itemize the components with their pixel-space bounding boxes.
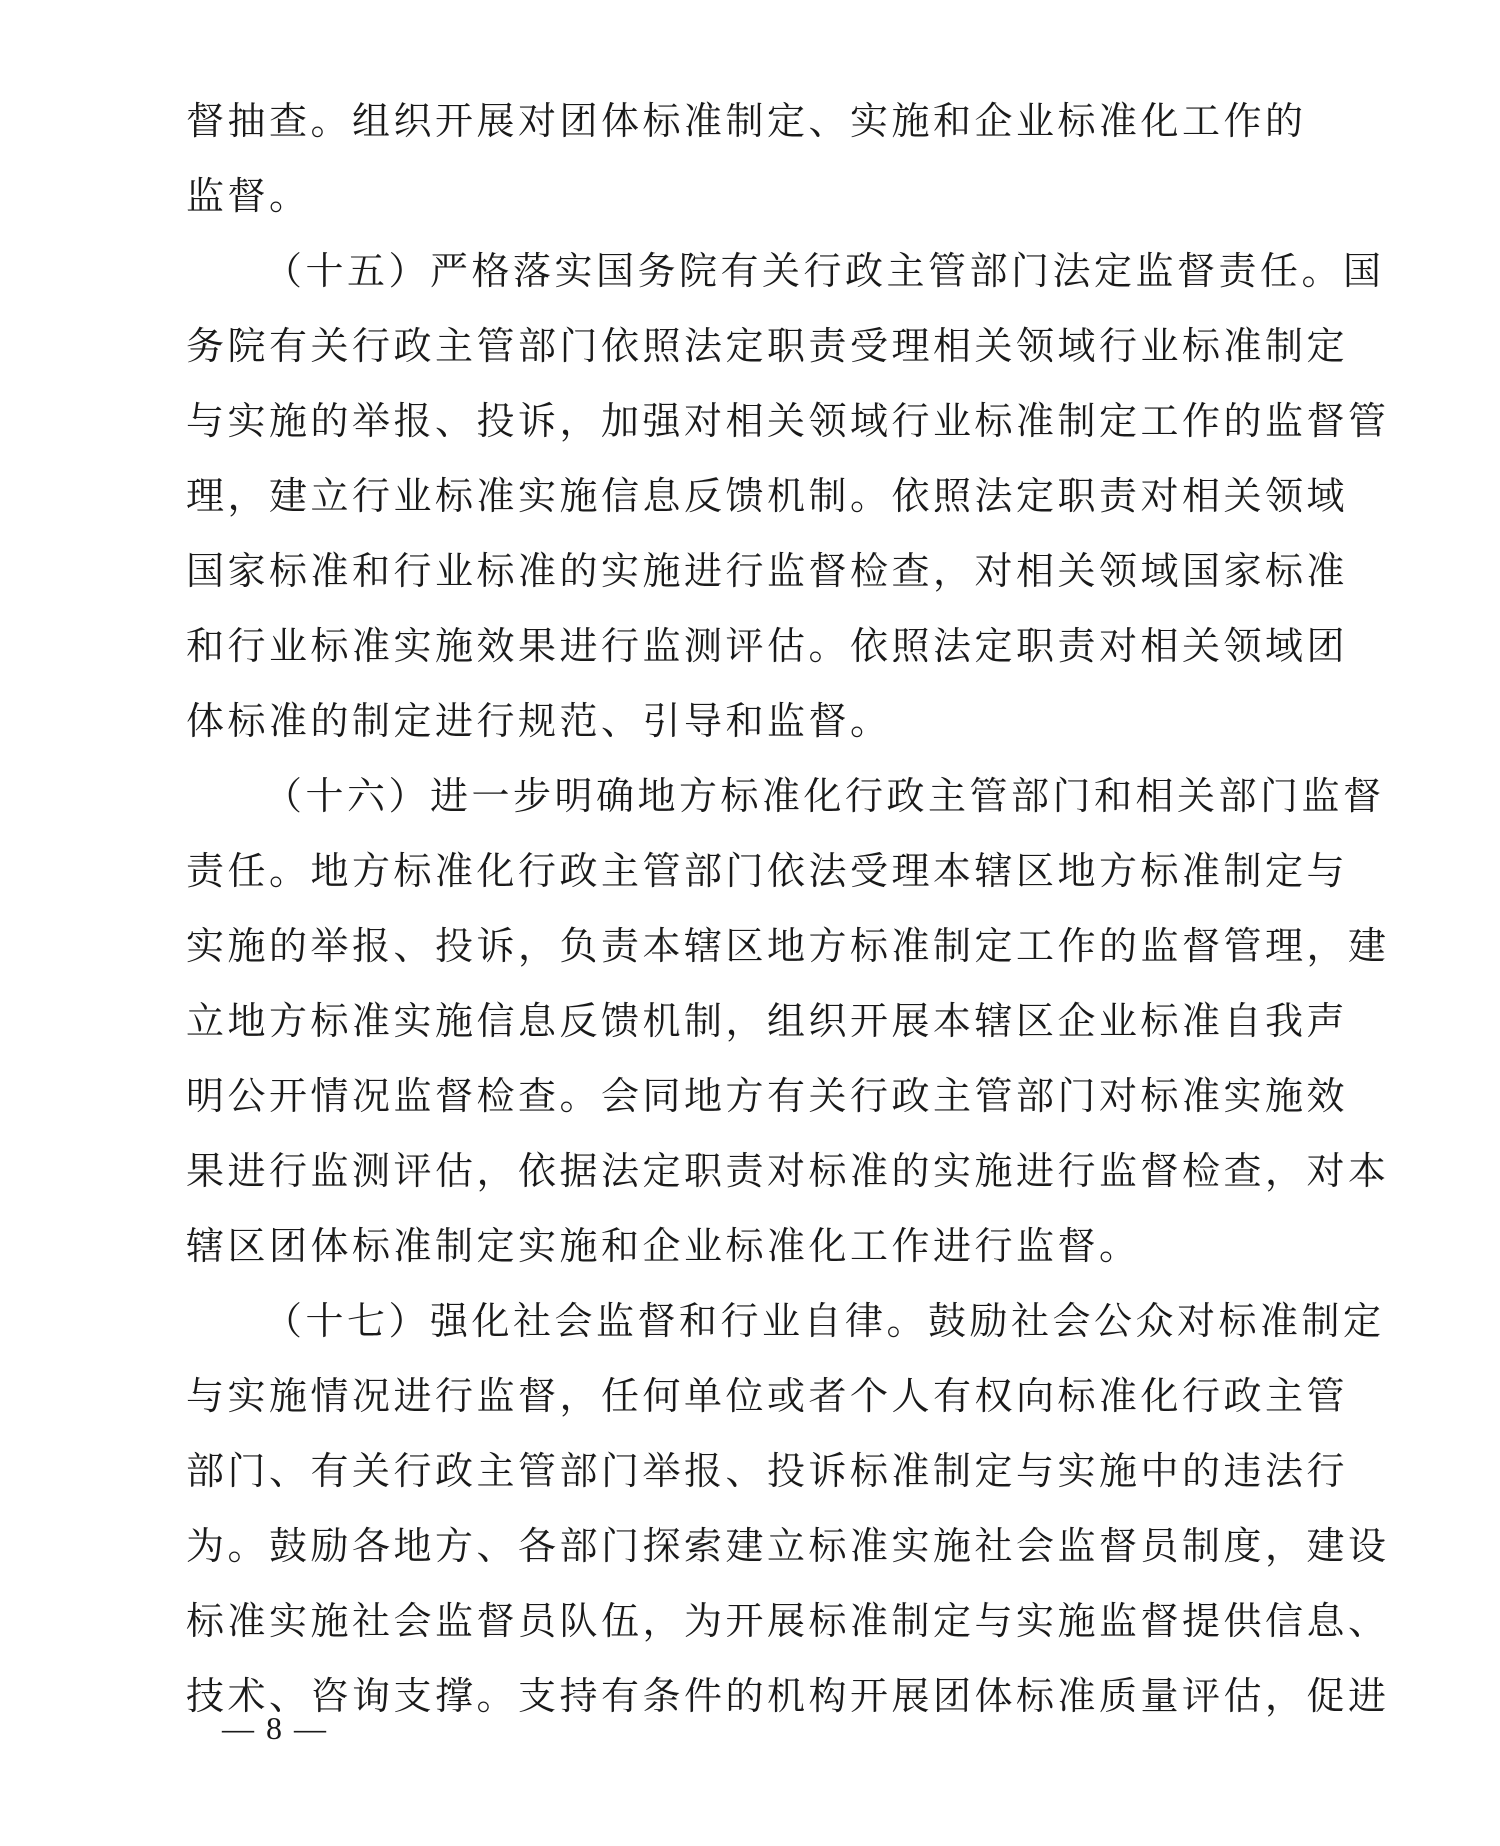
text-line: 为。鼓励各地方、各部门探索建立标准实施社会监督员制度，建设 [186, 1524, 1390, 1568]
text-line: 务院有关行政主管部门依照法定职责受理相关领域行业标准制定 [186, 324, 1349, 368]
text-line: 实施的举报、投诉，负责本辖区地方标准制定工作的监督管理，建 [186, 924, 1390, 968]
text-line: 督抽查。组织开展对团体标准制定、实施和企业标准化工作的 [186, 99, 1307, 143]
document-body [186, 84, 1390, 1734]
text-line: 部门、有关行政主管部门举报、投诉标准制定与实施中的违法行 [186, 1449, 1349, 1493]
text-line: 和行业标准实施效果进行监测评估。依照法定职责对相关领域团 [186, 624, 1349, 668]
text-line: 体标准的制定进行规范、引导和监督。 [186, 699, 892, 743]
text-line: 与实施情况进行监督，任何单位或者个人有权向标准化行政主管 [186, 1374, 1349, 1418]
text-line: 标准实施社会监督员队伍，为开展标准制定与实施监督提供信息、 [186, 1599, 1390, 1643]
text-line: 辖区团体标准制定实施和企业标准化工作进行监督。 [186, 1224, 1141, 1268]
text-line-section-heading: （十五）严格落实国务院有关行政主管部门法定监督责任。国 [264, 249, 1385, 293]
text-line: 立地方标准实施信息反馈机制，组织开展本辖区企业标准自我声 [186, 999, 1349, 1043]
text-line: 技术、咨询支撑。支持有条件的机构开展团体标准质量评估，促进 [186, 1674, 1390, 1718]
page-number: — 8 — [222, 1710, 328, 1746]
text-line: 国家标准和行业标准的实施进行监督检查，对相关领域国家标准 [186, 549, 1349, 593]
text-line: 责任。地方标准化行政主管部门依法受理本辖区地方标准制定与 [186, 849, 1349, 893]
text-line: 明公开情况监督检查。会同地方有关行政主管部门对标准实施效 [186, 1074, 1349, 1118]
text-line: 监督。 [186, 174, 311, 218]
text-line-section-heading: （十六）进一步明确地方标准化行政主管部门和相关部门监督 [264, 774, 1385, 818]
text-line: 果进行监测评估，依据法定职责对标准的实施进行监督检查，对本 [186, 1149, 1390, 1193]
text-line-section-heading: （十七）强化社会监督和行业自律。鼓励社会公众对标准制定 [264, 1299, 1385, 1343]
text-line: 与实施的举报、投诉，加强对相关领域行业标准制定工作的监督管 [186, 399, 1390, 443]
text-line: 理，建立行业标准实施信息反馈机制。依照法定职责对相关领域 [186, 474, 1349, 518]
